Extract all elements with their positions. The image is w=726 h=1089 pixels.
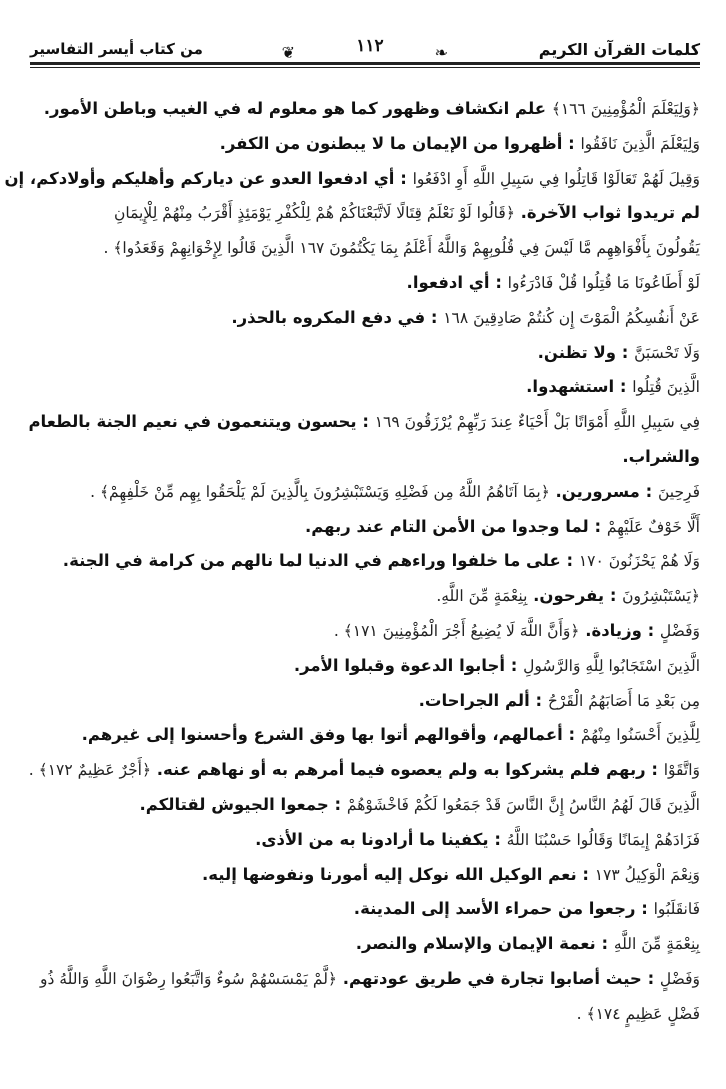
text-line (32, 231, 700, 266)
text-line (32, 649, 700, 684)
text-line (32, 997, 700, 1032)
text-line (32, 370, 700, 405)
header-rule (30, 62, 700, 65)
quran-quote: ﴿قَالُوا لَوْ نَعْلَمُ قِتَالًا لَاتَّبَعْنَاكُمْ هُمْ لِلْكُفْرِ يَوْمَئِذٍ أَقْرَبُ مِنْهُمْ لِلْإِيمَانِ (113, 204, 515, 223)
text-line (32, 440, 700, 475)
quran-term: لَوْ أَطَاعُونَا مَا قُتِلُوا قُلْ فَادْرَءُوا (507, 273, 700, 292)
book-title: كلمات القرآن الكريم (538, 40, 700, 59)
text-line (32, 684, 700, 719)
quran-term: فَرِحِينَ (657, 482, 700, 501)
quran-quote: ﴿لَّمْ يَمْسَسْهُمْ سُوءٌ وَاتَّبَعُوا رِضْوَانَ اللَّهِ وَاللَّهُ ذُو (39, 969, 337, 988)
text-line (32, 196, 700, 231)
quran-quote: ﴿أَجْرٌ عَظِيمٌ ١٧٢﴾ . (28, 761, 152, 780)
source-title: من كتاب أيسر التفاسير (30, 40, 203, 58)
quran-quote: بِنِعْمَةٍ مِّنَ اللَّهِ. (436, 587, 528, 606)
text-line (32, 962, 700, 997)
quran-term: وَلَا هُمْ يَحْزَنُونَ ١٧٠ (578, 552, 700, 571)
page-body (4, 92, 700, 1032)
explanation: علم انكشاف وظهور كما هو معلوم له في الغيب وباطن الأمور. (43, 99, 552, 118)
quran-term: فَزَادَهُمْ إِيمَانًا وَقَالُوا حَسْبُنَا اللَّهُ (506, 830, 700, 849)
page-number: ١١٢ (356, 36, 384, 56)
explanation: : نعمة الإيمان والإسلام والنصر. (355, 934, 614, 954)
explanation: : أظهروا من الإيمان ما لا يبطنون من الكفر. (219, 133, 581, 153)
quran-term: ﴿وَلِيَعْلَمَ الْمُؤْمِنِينَ ١٦٦﴾ (551, 100, 700, 118)
explanation: : جمعوا الجيوش لقتالكم. (139, 794, 347, 814)
explanation: : أعمالهم، وأقوالهم أتوا بها وفق الشرع وأحسنوا إلى غيرهم. (81, 725, 581, 745)
ornament-right-icon: ❧ (434, 43, 448, 62)
explanation: : في دفع المكروه بالحذر. (231, 307, 444, 327)
text-line (32, 92, 700, 127)
ornament-left-icon: ❦ (281, 43, 295, 62)
quran-term: يَقُولُونَ بِأَفْوَاهِهِم مَّا لَيْسَ فِي قُلُوبِهِمْ وَاللَّهُ أَعْلَمُ بِمَا يَكْتُمُونَ ١٦٧ الَّذِينَ قَالُوا لِإِخْوَانِهِمْ وَقَعَدُوا﴾ . (103, 239, 700, 258)
quran-term: الَّذِينَ اسْتَجَابُوا لِلَّهِ وَالرَّسُولِ (523, 656, 700, 675)
quran-term: الَّذِينَ قَالَ لَهُمُ النَّاسُ إِنَّ النَّاسَ قَدْ جَمَعُوا لَكُمْ فَاخْشَوْهُمْ (346, 795, 700, 814)
explanation: : يكفينا ما أرادونا به من الأذى. (255, 829, 507, 849)
explanation: : ألم الجراحات. (418, 690, 548, 710)
explanation: : أي ادفعوا العدو عن دياركم وأهليكم وأولادكم، إن (4, 168, 413, 188)
quran-term: وَلِيَعْلَمَ الَّذِينَ نَافَقُوا (580, 134, 700, 153)
text-line (32, 892, 700, 927)
quran-term: وَلَا تَحْسَبَنَّ (634, 343, 700, 362)
quran-term: ﴿يَسْتَبْشِرُونَ (622, 587, 700, 606)
quran-term: مِن بَعْدِ مَا أَصَابَهُمُ الْقَرْحُ (547, 691, 700, 710)
text-line (32, 301, 700, 336)
quran-term: فَانقَلَبُوا (653, 900, 700, 919)
quran-term: عَنْ أَنفُسِكُمُ الْمَوْتَ إِن كُنتُمْ صَادِقِينَ ١٦٨ (443, 308, 700, 327)
quran-quote: ﴿بِمَا آتَاهُمُ اللَّهُ مِن فَضْلِهِ وَيَسْتَبْشِرُونَ بِالَّذِينَ لَمْ يَلْحَقُوا بِهِم مِّنْ خَلْفِهِمْ﴾ . (90, 482, 550, 501)
quran-term: الَّذِينَ قُتِلُوا (632, 378, 700, 397)
explanation: : أجابوا الدعوة وقبلوا الأمر. (293, 655, 524, 675)
quran-term: وَقِيلَ لَهُمْ تَعَالَوْا قَاتِلُوا فِي سَبِيلِ اللَّهِ أَوِ ادْفَعُوا (412, 169, 700, 188)
explanation: : ربهم فلم يشركوا به ولم يعصوه فيما أمرهم به أو نهاهم عنه. (151, 760, 664, 780)
text-line (32, 579, 700, 614)
text-line (32, 510, 700, 545)
quran-term: بِنِعْمَةٍ مِّنَ اللَّهِ (613, 935, 700, 954)
explanation: : مسرورين. (549, 481, 658, 501)
quran-term: وَفَضْلٍ (659, 621, 700, 640)
text-line (32, 858, 700, 893)
explanation: : وزيادة. (579, 620, 660, 640)
text-line (32, 718, 700, 753)
explanation: لم تريدوا ثواب الآخرة. (514, 203, 700, 223)
quran-term: لِلَّذِينَ أَحْسَنُوا مِنْهُمْ (580, 726, 700, 745)
text-line (32, 614, 700, 649)
explanation: : لما وجدوا من الأمن التام عند ربهم. (304, 516, 607, 536)
quran-term: وَفَضْلٍ (659, 969, 700, 988)
text-line (28, 753, 700, 788)
text-line (32, 266, 700, 301)
quran-term: فَضْلٍ عَظِيمٍ ١٧٤﴾ . (576, 1004, 700, 1023)
page-header (30, 34, 700, 70)
explanation: والشراب. (622, 446, 700, 466)
header-rule-thin (30, 67, 700, 68)
quran-term: فِي سَبِيلِ اللَّهِ أَمْوَاتًا بَلْ أَحْيَاءٌ عِندَ رَبِّهِمْ يُرْزَقُونَ ١٦٩ (374, 413, 700, 432)
text-line (32, 544, 700, 579)
quran-quote: ﴿وَأَنَّ اللَّهَ لَا يُضِيعُ أَجْرَ الْمُؤْمِنِينَ ١٧١﴾ . (333, 621, 580, 640)
explanation: : رجعوا من حمراء الأسد إلى المدينة. (353, 899, 654, 919)
text-line (32, 823, 700, 858)
text-line (32, 336, 700, 371)
explanation: : يحسون ويتنعمون في نعيم الجنة بالطعام (28, 412, 375, 432)
quran-term: وَنِعْمَ الْوَكِيلُ ١٧٣ (594, 865, 700, 884)
text-line (32, 788, 700, 823)
text-line (32, 127, 700, 162)
text-line (4, 162, 700, 197)
quran-term: أَلَّا خَوْفٌ عَلَيْهِمْ (606, 517, 700, 536)
explanation: : ولا تظنن. (537, 342, 635, 362)
explanation: : على ما خلفوا وراءهم في الدنيا لما نالهم من كرامة في الجنة. (62, 551, 579, 571)
explanation: : يفرحون. (527, 586, 623, 606)
text-line (28, 405, 700, 440)
explanation: : استشهدوا. (526, 377, 633, 397)
explanation: : حيث أصابوا تجارة في طريق عودتهم. (337, 968, 660, 988)
text-line (32, 927, 700, 962)
explanation: : أي ادفعوا. (406, 272, 508, 292)
text-line (32, 475, 700, 510)
explanation: : نعم الوكيل الله نوكل إليه أمورنا ونفوضها إليه. (202, 864, 595, 884)
quran-term: وَاتَّقَوْا (663, 761, 700, 780)
